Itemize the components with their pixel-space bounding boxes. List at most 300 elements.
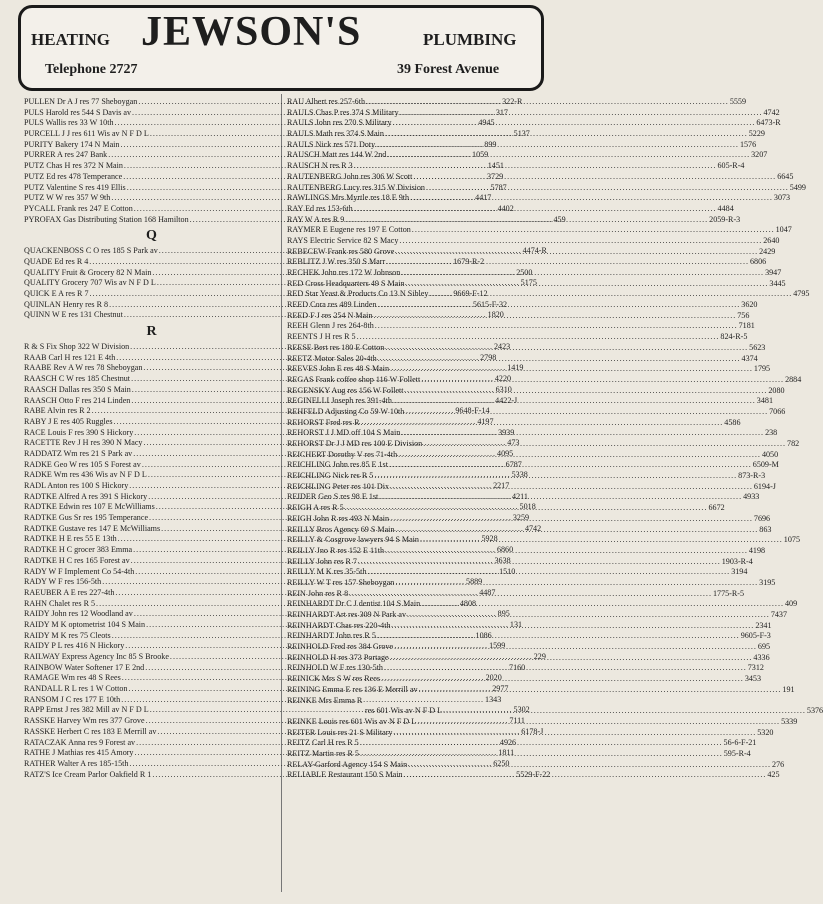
phone-number: 409 — [785, 599, 798, 609]
entry-listing: RAULS Math res 374 S Main — [287, 129, 384, 139]
dot-leader — [360, 418, 723, 429]
entry-listing: RAUSCH Matt res 144 W 2nd — [287, 150, 387, 160]
dot-leader — [443, 706, 806, 717]
phone-number: 695 — [757, 642, 771, 652]
directory-entry — [287, 545, 766, 557]
dot-leader — [408, 760, 771, 771]
phone-number: 4933 — [743, 492, 760, 502]
entry-listing: REENTS J H res R 5 — [287, 332, 356, 342]
entry-listing: REIN John res R 8 — [287, 588, 349, 598]
phone-number: 5229 — [748, 129, 765, 139]
entry-listing: REITZ Carl H res R 5 — [287, 738, 359, 748]
phone-number: 7312 — [747, 663, 764, 673]
entry-listing: REINHARDT Art res 309 N Park av — [287, 610, 406, 619]
entry-listing: QUACKENBOSS C O res 185 S Park av — [24, 246, 158, 256]
phone-number: 4795 — [793, 289, 810, 299]
phone-number: 7111 — [509, 716, 525, 726]
phone-number: 5928 — [481, 534, 498, 544]
entry-listing: RAASCH Dallas res 350 S Main — [24, 384, 131, 394]
entry-listing: REETZ Motor Sales 20-4th — [287, 353, 377, 363]
phone-number: 2429 — [759, 246, 776, 256]
dot-leader — [374, 471, 737, 482]
entry-listing: REGAS Frank coffee shop 116 W Follett — [287, 374, 421, 384]
entry-listing: R & S Fix Shop 322 W Division — [24, 342, 130, 352]
dot-leader — [360, 738, 723, 749]
entry-listing: REBECEW Frank res 580 Grove — [287, 246, 395, 256]
entry-listing: RADTKE H C grocer 383 Emma — [24, 545, 133, 555]
directory-entry — [287, 182, 806, 194]
directory-entry — [287, 631, 771, 642]
entry-listing: QUALITY Fruit & Grocery 82 N Main — [24, 267, 152, 277]
phone-number: 1086 — [475, 630, 492, 640]
entry-listing: PURCELL J J res 611 Wis av N F D L — [24, 129, 149, 139]
directory-entry — [287, 706, 823, 717]
phone-number: 1679-R-2 — [453, 256, 485, 266]
phone-number: 4050 — [761, 449, 779, 459]
entry-listing: RAYS Electric Service 82 S Macy — [287, 235, 399, 245]
entry-listing: REILLY Jno R res 152 E 11th — [287, 545, 385, 555]
phone-number: 5623 — [749, 342, 766, 352]
directory-entry — [287, 567, 748, 578]
phone-number: 2423 — [493, 342, 511, 352]
phone-number: 4211 — [512, 491, 528, 501]
phone-number: 5376 — [806, 706, 823, 716]
dot-leader — [367, 567, 730, 578]
phone-number: 3481 — [756, 396, 773, 406]
phone-number: 317 — [495, 107, 508, 117]
phone-number: 7160 — [509, 662, 526, 672]
dot-leader — [393, 396, 756, 407]
dot-leader — [393, 728, 756, 739]
directory-entry — [287, 684, 795, 696]
entry-listing: REICHERT Dorothy V res 71-4th — [287, 449, 398, 459]
entry-listing: REITER Louis res 21 S Military — [287, 727, 393, 737]
phone-number: 1820 — [487, 310, 504, 320]
phone-number: 863 — [759, 524, 772, 534]
phone-number: 6194-J — [753, 481, 776, 491]
dot-leader — [407, 610, 770, 621]
entry-listing: RAY W A res R 9 — [287, 214, 345, 224]
entry-listing: REICHLING John res 85 E 1st — [287, 460, 388, 470]
phone-number: 7181 — [738, 321, 755, 331]
dot-leader — [394, 642, 757, 653]
entry-listing: RADTKE Gus Sr res 195 Temperance — [24, 513, 149, 523]
entry-listing: RANDALL R L res 1 W Cotton — [24, 684, 128, 694]
phone-number: 238 — [765, 428, 778, 438]
entry-listing: RATACZAK Anna res 9 Forest av — [24, 737, 136, 747]
entry-listing: REGINELLI Joseph res 391-4th — [287, 396, 392, 406]
dot-leader — [412, 225, 775, 236]
entry-listing: RAULS Chas P res 374 S Military — [287, 107, 399, 117]
entry-listing: RADTKE H E res 55 E 13th — [24, 534, 117, 544]
entry-listing: RAY Ed res 153-6th — [287, 203, 353, 213]
directory-entry — [287, 203, 734, 215]
dot-leader — [390, 364, 753, 375]
dot-leader — [395, 578, 758, 589]
dot-leader — [426, 183, 789, 194]
directory-entry — [287, 674, 761, 685]
entry-listing: REINHARDT John res R 5 — [287, 631, 376, 641]
directory-entry — [287, 663, 764, 674]
ad-brand-name: JEWSON'S — [141, 9, 362, 55]
phone-number: 4945 — [478, 118, 495, 128]
entry-listing: RAINBOW Water Softener 17 E 2nd — [24, 662, 145, 672]
phone-number: 4487 — [479, 587, 496, 597]
entry-listing: RABE Alvin res R 2 — [24, 406, 91, 416]
dot-leader — [389, 460, 752, 471]
phone-number: 6473-R — [756, 118, 781, 128]
phone-number: 1775-R-5 — [712, 588, 744, 598]
entry-listing: RATHE J Mathias res 415 Amory — [24, 748, 134, 758]
phone-number: 4197 — [477, 416, 494, 426]
directory-entry — [287, 716, 798, 728]
entry-listing: RABY J E res 405 Ruggles — [24, 416, 113, 426]
dot-leader — [385, 343, 748, 354]
dot-leader — [349, 589, 712, 600]
directory-entry — [287, 556, 753, 568]
ad-heating-text: HEATING — [31, 30, 111, 49]
entry-listing: RAABE Rev A W res 78 Sheboygan — [24, 363, 143, 373]
ad-address: 39 Forest Avenue — [397, 62, 500, 77]
phone-number: 2500 — [516, 267, 533, 277]
phone-number: 6787 — [505, 459, 522, 469]
dot-leader — [375, 321, 738, 332]
phone-number: 5137 — [513, 129, 530, 139]
directory-entry — [287, 332, 748, 343]
entry-listing: PUTZ W W res 357 W 9th — [24, 193, 111, 203]
phone-number: 3620 — [741, 300, 758, 310]
entry-listing: RATHER Walter A res 185-15th — [24, 758, 129, 768]
phone-number: 4402 — [497, 203, 514, 213]
directory-entry — [287, 503, 725, 514]
dot-leader — [400, 108, 763, 119]
dot-leader — [405, 407, 768, 418]
entry-listing: REIGH John R res 493 N Main — [287, 513, 390, 523]
directory-entry — [287, 268, 782, 279]
phone-number: 459 — [553, 214, 566, 224]
phone-number: 5499 — [789, 182, 806, 192]
phone-number: 6806 — [749, 257, 767, 267]
entry-listing: REGENSKY Aug res 156 W Follett — [287, 385, 404, 395]
entry-listing: REINHOLD H res 373 Portage — [287, 652, 389, 662]
dot-leader — [392, 621, 755, 632]
directory-entry — [287, 471, 766, 482]
phone-number: 1059 — [472, 150, 489, 160]
phone-number: 895 — [497, 609, 510, 619]
directory-entry — [287, 524, 772, 536]
phone-number: 6645 — [777, 171, 794, 181]
ad-telephone: Telephone 2727 — [45, 62, 138, 77]
dot-leader — [399, 236, 762, 247]
phone-number: 56-6-F-21 — [723, 738, 757, 748]
phone-number: 5787 — [490, 182, 507, 192]
directory-entry — [287, 225, 792, 236]
phone-number: 7437 — [770, 610, 787, 619]
entry-listing: RADTKE Alfred A res 391 S Hickory — [24, 491, 148, 501]
phone-number: 5338 — [511, 470, 528, 480]
phone-number: 9605-F-3 — [740, 631, 771, 641]
dot-leader — [421, 599, 784, 610]
dot-leader — [357, 332, 720, 343]
directory-entry — [287, 727, 774, 739]
phone-number: 3453 — [744, 674, 761, 684]
entry-listing: PYROFAX Gas Distributing Station 168 Hamilton — [24, 214, 189, 224]
phone-number: 5559 — [729, 97, 747, 106]
entry-listing: RAU Albert res 257-6th — [287, 97, 366, 106]
entry-listing: RAPP Ernst J res 382 Mill av N F D L — [24, 705, 149, 715]
entry-listing: REINHOLD Fred res 384 Grove — [287, 642, 394, 652]
dot-leader — [384, 663, 747, 674]
directory-entry — [287, 460, 779, 471]
advertisement-box — [18, 5, 544, 91]
phone-number: 2884 — [785, 374, 802, 384]
entry-listing: QUINN W E res 131 Chestnut — [24, 310, 123, 320]
phone-number: 2341 — [755, 620, 772, 630]
dot-leader — [390, 653, 753, 664]
phone-number: 3259 — [512, 513, 530, 523]
entry-listing: REILLY Bros Agency 69 S Main — [287, 524, 395, 534]
directory-entry — [287, 620, 772, 632]
phone-number: 4095 — [497, 448, 514, 458]
entry-listing: RAYMER E Eugene res 197 E Cotton — [287, 225, 411, 235]
entry-listing: RAMAGE Wm res 48 S Rees — [24, 673, 121, 683]
entry-listing: RED Cross Headquarters 49 S Main — [287, 278, 405, 288]
directory-entry — [287, 513, 771, 525]
entry-listing: REINHARDT Chas res 220-4th — [287, 620, 391, 630]
entry-listing: RADL Anton res 100 S Hickory — [24, 481, 129, 490]
phone-number: 322-R — [502, 97, 523, 106]
directory-entry — [287, 610, 787, 621]
ad-plumbing-text: PLUMBING — [423, 30, 517, 49]
entry-listing: REILLY & Cosgrove lawyers 94 S Main — [287, 535, 419, 545]
directory-entry — [287, 107, 780, 119]
phone-number: 7696 — [753, 513, 771, 523]
phone-number: 3207 — [751, 150, 768, 160]
dot-leader — [410, 193, 773, 204]
phone-number: 1047 — [775, 225, 792, 235]
phone-number: 3638 — [494, 555, 511, 565]
entry-listing: REHORST Dr J J MD res 100 E Division — [287, 439, 423, 448]
directory-entry — [287, 417, 741, 429]
entry-listing: RAWLINGS Mrs Myrtle res 18 E 9th — [287, 193, 410, 203]
phone-number: 5320 — [757, 727, 774, 737]
entry-listing: REINKE Mrs Emma R — [287, 695, 363, 705]
entry-listing: REINKE Louis res 601 Wis av N F D L — [287, 716, 417, 726]
entry-listing: REED F J res 254 N Main — [287, 310, 373, 320]
dot-leader — [381, 674, 744, 685]
phone-number: 191 — [782, 684, 795, 694]
dot-leader — [421, 375, 784, 386]
phone-number: 4417 — [475, 193, 492, 203]
entry-listing: PULS Wallis res 33 W 10th — [24, 118, 114, 128]
phone-number: 5018 — [519, 502, 536, 512]
entry-listing: PURRER A res 247 Bank — [24, 150, 108, 160]
entry-listing: REINHARDT Dr C J dentist 104 S Main — [287, 599, 421, 609]
phone-number: 9669-F-12 — [453, 289, 488, 298]
directory-entry — [287, 406, 786, 418]
directory-entry — [287, 439, 800, 450]
entry-listing: REHORST Fred res R — [287, 417, 360, 427]
phone-number: 6860 — [496, 545, 514, 555]
entry-listing: REEVES John E res 48 S Main — [287, 364, 390, 374]
directory-entry — [287, 193, 791, 204]
entry-listing: REESE Bert res 180 E Cotton — [287, 342, 385, 352]
dot-leader — [417, 717, 780, 728]
directory-entry — [287, 642, 771, 653]
entry-listing: RASSKE Herbert C res 183 E Merrill av — [24, 726, 157, 736]
dot-leader — [358, 557, 721, 568]
dot-leader — [366, 97, 729, 108]
entry-listing: PURITY Bakery 174 N Main — [24, 139, 120, 149]
phone-number: 4336 — [753, 652, 770, 662]
phone-number: 229 — [533, 652, 546, 661]
phone-number: 4374 — [741, 353, 758, 363]
phone-number: 1903-R-4 — [721, 556, 753, 566]
directory-entry — [287, 738, 757, 749]
dot-leader — [354, 204, 717, 215]
dot-leader — [390, 482, 753, 493]
directory-entry — [287, 289, 810, 300]
entry-listing: res 601 Wis av N F D L — [365, 706, 443, 716]
phone-number: 4198 — [748, 545, 766, 555]
entry-listing: RAHN Chalet res R 5 — [24, 598, 96, 608]
entry-listing: REED Cora res 489 Linden — [287, 300, 377, 310]
directory-entry — [287, 364, 771, 375]
entry-listing: PUTZ Chas H res 372 N Main — [24, 161, 123, 171]
phone-number: 3195 — [759, 577, 776, 587]
dot-leader — [393, 118, 756, 129]
entry-listing: REICHLING Peter res 101 Dix — [287, 481, 390, 491]
entry-listing: RADTKE Edwin res 107 E McWilliams — [24, 502, 155, 512]
phone-number: 1419 — [507, 363, 524, 373]
directory-entry — [287, 235, 780, 247]
dot-leader — [345, 215, 708, 226]
directory-entry — [287, 385, 785, 397]
phone-number: 473 — [507, 438, 520, 448]
entry-listing: RADY W F res 156-5th — [24, 577, 102, 587]
directory-entry — [287, 770, 780, 781]
directory-entry — [287, 396, 773, 407]
entry-listing: REHFELD Adjusting Co 59 W 10th — [287, 406, 405, 416]
entry-listing: RAASCH C W res 185 Chestnut — [24, 374, 131, 384]
phone-number: 4926 — [499, 737, 517, 747]
phone-number: 425 — [767, 770, 780, 780]
directory-entry — [287, 150, 768, 161]
directory-entry — [287, 577, 776, 589]
dot-leader — [377, 631, 740, 642]
directory-entry — [287, 118, 781, 129]
directory-entry — [287, 321, 755, 332]
dot-leader — [404, 770, 767, 781]
phone-number: 756 — [737, 310, 750, 320]
dot-leader — [395, 525, 758, 536]
directory-entry — [287, 300, 758, 311]
entry-listing: RAAB Carl H res 121 E 4th — [24, 352, 116, 362]
directory-entry — [287, 449, 779, 461]
entry-listing: RADDATZ Wm res 21 S Park av — [24, 448, 133, 458]
directory-entry — [287, 588, 744, 600]
entry-listing: REIGH A res R 5 — [287, 503, 344, 513]
entry-listing: RAIDY M K res 75 Cleots — [24, 630, 111, 640]
phone-number: 3194 — [731, 567, 748, 577]
entry-listing: REEH Glenn J res 264-8th — [287, 321, 374, 331]
directory-entry — [287, 257, 767, 268]
directory-entry — [287, 535, 800, 546]
directory-entry — [287, 139, 757, 151]
dot-leader — [423, 439, 786, 450]
entry-listing: RAIDY P L res 416 N Hickory — [24, 641, 125, 651]
phone-number: 5339 — [781, 716, 798, 726]
directory-entry — [287, 342, 766, 354]
section-letter-heading: R — [146, 324, 157, 340]
phone-number: 782 — [787, 439, 800, 448]
dot-leader — [390, 514, 753, 525]
phone-number: 7066 — [769, 406, 786, 416]
dot-leader — [419, 685, 782, 696]
entry-listing: RADTKE H C res 165 Forest av — [24, 555, 130, 565]
dot-leader — [429, 289, 792, 300]
directory-entry — [287, 171, 794, 183]
phone-number: 3729 — [487, 171, 504, 181]
phone-number: 6672 — [708, 503, 725, 513]
directory-entry — [287, 97, 747, 108]
phone-number: 1451 — [487, 161, 504, 171]
phone-number: 2217 — [493, 481, 510, 490]
directory-entry — [287, 161, 745, 172]
dot-leader — [387, 150, 750, 161]
phone-number: 605-R-4 — [717, 161, 745, 171]
dot-leader — [385, 546, 748, 557]
dot-leader — [379, 492, 742, 503]
entry-listing: PULLEN Dr A J res 77 Sheboygan — [24, 97, 138, 106]
phone-number: 4474-R — [522, 246, 547, 256]
phone-number: 4808 — [459, 598, 477, 608]
phone-number: 4422-J — [495, 395, 518, 405]
dot-leader — [378, 354, 741, 365]
entry-listing: RACETTE Rev J H res 390 N Macy — [24, 438, 143, 448]
phone-number: 4220 — [494, 374, 512, 384]
phone-number: 1075 — [783, 535, 800, 545]
entry-listing: RACE Louis F res 390 S Hickory — [24, 427, 134, 437]
dot-leader — [413, 172, 776, 183]
phone-number: 9648-F-14 — [455, 406, 490, 416]
phone-number: 5529-F-22 — [516, 769, 551, 779]
phone-number: 3947 — [765, 268, 782, 277]
directory-entry — [287, 652, 770, 664]
dot-leader — [406, 279, 769, 290]
phone-number: 1599 — [489, 641, 506, 651]
phone-number: 4484 — [717, 203, 734, 213]
directory-entry — [287, 278, 786, 290]
entry-listing: RADY W F Implement Co 54-4th — [24, 566, 135, 576]
phone-number: 4742 — [524, 523, 542, 533]
entry-listing: RAASCH Otto F res 214 Linden — [24, 395, 131, 405]
phone-number: 5889 — [466, 577, 483, 587]
entry-listing: RAULS Nick res 571 Doty — [287, 139, 376, 149]
dot-leader — [377, 300, 740, 311]
entry-listing: REINING Emma E res 136 E Merrill av — [287, 684, 418, 694]
entry-listing: RELAY-Garford Agency 154 S Main — [287, 759, 408, 769]
phone-number: 6509-M — [752, 460, 779, 470]
entry-listing: RAIDY M K optometrist 104 S Main — [24, 619, 146, 629]
entry-listing: RASSKE Harvey Wm res 377 Grove — [24, 716, 145, 726]
entry-listing: RAUSCH N res R 3 — [287, 161, 353, 171]
phone-number: 2059-R-3 — [709, 214, 741, 224]
entry-listing: RELIABLE Restaurant 150 S Main — [287, 770, 403, 780]
entry-listing: REILLY John res R 7 — [287, 556, 357, 566]
entry-listing: RAIDY John res 12 Woodland av — [24, 609, 133, 619]
phone-number: 5175 — [520, 278, 537, 288]
